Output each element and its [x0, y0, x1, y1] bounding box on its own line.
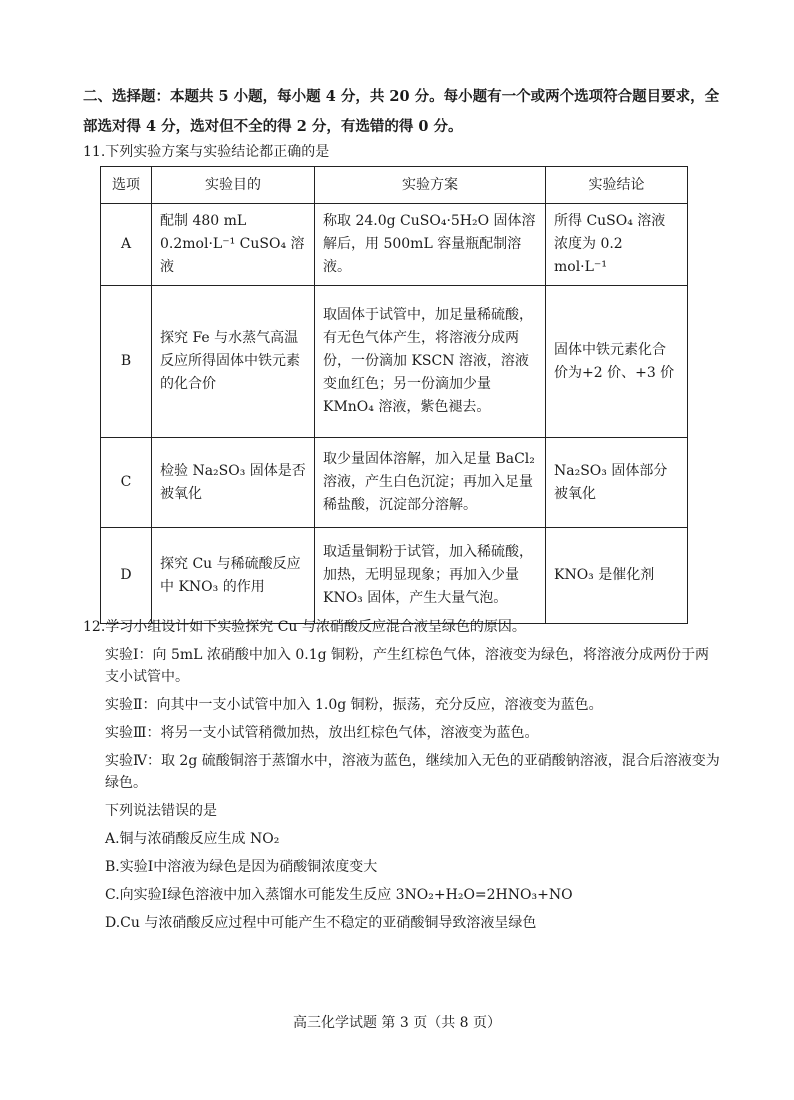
choice-b: B.实验Ⅰ中溶液为绿色是因为硝酸铜浓度变大 — [105, 859, 378, 875]
choice-d: D.Cu 与浓硝酸反应过程中可能产生不稳定的亚硝酸铜导致溶液呈绿色 — [105, 915, 537, 931]
question-12-prompt: 下列说法错误的是 — [105, 803, 217, 819]
experiment-table — [100, 166, 688, 624]
conclusion-cell: KNO₃ 是催化剂 — [546, 528, 688, 624]
question-11-stem: 11.下列实验方案与实验结论都正确的是 — [83, 144, 330, 160]
conclusion-cell: Na₂SO₃ 固体部分被氧化 — [546, 438, 688, 528]
choice-c: C.向实验Ⅰ绿色溶液中加入蒸馏水可能发生反应 3NO₂+H₂O=2HNO₃+NO — [105, 887, 573, 903]
table-row — [101, 528, 688, 624]
page-footer: 高三化学试题 第 3 页（共 8 页） — [292, 1015, 502, 1031]
scheme-cell: 取固体于试管中，加足量稀硫酸，有无色气体产生，将溶液分成两份，一份滴加 KSCN 溶液，溶液变血红色；另一份滴加少量 KMnO₄ 溶液，紫色褪去。 — [315, 286, 546, 438]
option-cell: C — [101, 438, 152, 528]
header-scheme: 实验方案 — [315, 167, 546, 204]
purpose-cell: 探究 Cu 与稀硫酸反应中 KNO₃ 的作用 — [152, 528, 315, 624]
purpose-cell: 检验 Na₂SO₃ 固体是否被氧化 — [152, 438, 315, 528]
table-row — [101, 438, 688, 528]
purpose-cell: 探究 Fe 与水蒸气高温反应所得固体中铁元素的化合价 — [152, 286, 315, 438]
table-header-row — [101, 167, 688, 204]
experiment-4-text: 实验Ⅳ：取 2g 硫酸铜溶于蒸馏水中，溶液为蓝色，继续加入无色的亚硝酸钠溶液，混合后溶液变为绿色。 — [105, 753, 720, 791]
section-heading: 二、选择题：本题共 5 小题，每小题 4 分，共 20 分。每小题有一个或两个选项符合题目要求，全部选对得 4 分，选对但不全的得 2 分，有选错的得 0 分。 — [83, 88, 720, 135]
option-cell: A — [101, 204, 152, 286]
table-row — [101, 286, 688, 438]
option-cell: B — [101, 286, 152, 438]
table-row — [101, 204, 688, 286]
question-12-stem: 12.学习小组设计如下实验探究 Cu 与浓硝酸反应混合液呈绿色的原因。 — [83, 619, 526, 635]
purpose-cell: 配制 480 mL 0.2mol·L⁻¹ CuSO₄ 溶液 — [152, 204, 315, 286]
experiment-3-text: 实验Ⅲ：将另一支小试管稍微加热，放出红棕色气体，溶液变为蓝色。 — [105, 725, 539, 741]
option-cell: D — [101, 528, 152, 624]
header-purpose: 实验目的 — [152, 167, 315, 204]
choice-a: A.铜与浓硝酸反应生成 NO₂ — [105, 831, 280, 847]
experiment-2-text: 实验Ⅱ：向其中一支小试管中加入 1.0g 铜粉，振荡，充分反应，溶液变为蓝色。 — [105, 697, 603, 713]
conclusion-cell: 所得 CuSO₄ 溶液浓度为 0.2 mol·L⁻¹ — [546, 204, 688, 286]
scheme-cell: 称取 24.0g CuSO₄·5H₂O 固体溶解后，用 500mL 容量瓶配制溶液。 — [315, 204, 546, 286]
conclusion-cell: 固体中铁元素化合价为+2 价、+3 价 — [546, 286, 688, 438]
scheme-cell: 取适量铜粉于试管，加入稀硫酸，加热，无明显现象；再加入少量 KNO₃ 固体，产生大量气泡。 — [315, 528, 546, 624]
header-option: 选项 — [101, 167, 152, 204]
header-conclusion: 实验结论 — [546, 167, 688, 204]
experiment-1-text: 实验Ⅰ：向 5mL 浓硝酸中加入 0.1g 铜粉，产生红棕色气体，溶液变为绿色，将溶液分成两份于两支小试管中。 — [105, 647, 710, 685]
question-12 — [83, 616, 723, 934]
scheme-cell: 取少量固体溶解，加入足量 BaCl₂ 溶液，产生白色沉淀；再加入足量稀盐酸，沉淀部分溶解。 — [315, 438, 546, 528]
